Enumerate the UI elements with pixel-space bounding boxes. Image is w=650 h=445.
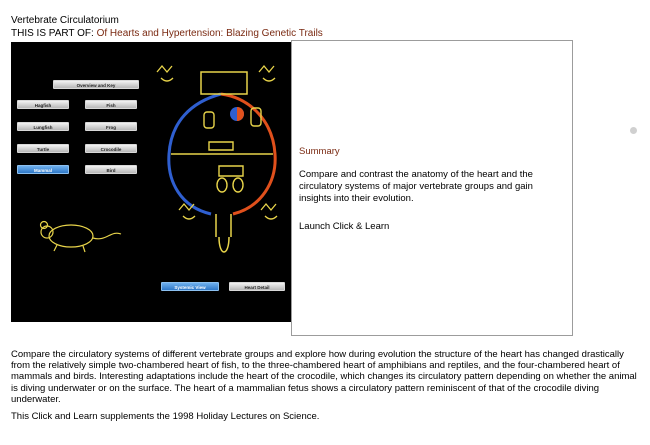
interactive-thumbnail[interactable] [11, 42, 291, 322]
frog-button[interactable]: Frog [85, 122, 137, 131]
part-of-link[interactable]: Of Hearts and Hypertension: Blazing Genetic Trails [96, 28, 323, 39]
part-of-label: THIS IS PART OF: [11, 28, 94, 39]
crocodile-button[interactable]: Crocodile [85, 144, 137, 153]
scroll-indicator [630, 127, 637, 134]
description-text: Compare the circulatory systems of different vertebrate groups and explore how during evolution the structure of the heart has changed drastically from the relatively simple two-chambered heart of fish, to the three-chambered heart of amphibians and reptiles, and the four-chambered heart of mammals and birds. Interesting adaptations include the heart of the crocodile, which changes its circulatory pattern depending on whether the animal is diving underwater or on the surface. The heart of a mammalian fetus shows a circulatory pattern reminiscent of that of the crocodile diving underwater. [11, 349, 637, 405]
summary-text: Compare and contrast the anatomy of the heart and the circulatory systems of major vertebrate groups and gain insights into their evolution. [299, 169, 533, 204]
heart-icon [230, 107, 244, 121]
summary-title: Summary [299, 146, 340, 157]
organ-icons [204, 108, 261, 192]
heart-detail-button[interactable]: Heart Detail [229, 282, 285, 291]
hagfish-button[interactable]: Hagfish [17, 100, 69, 109]
fish-button[interactable]: Fish [85, 100, 137, 109]
part-of-line [11, 28, 323, 40]
mammal-button[interactable]: Mammal [17, 165, 69, 174]
systemic-view-button[interactable]: Systemic View [161, 282, 219, 291]
lungfish-button[interactable]: Lungfish [17, 122, 69, 131]
turtle-button[interactable]: Turtle [17, 144, 69, 153]
paw-icons [157, 66, 277, 219]
circulation-loop [169, 72, 275, 252]
launch-link[interactable]: Launch Click & Learn [299, 221, 390, 232]
overview-button[interactable]: Overview and Key [53, 80, 139, 89]
bird-button[interactable]: Bird [85, 165, 137, 174]
supplement-text: This Click and Learn supplements the 1998 Holiday Lectures on Science. [11, 411, 320, 422]
summary-panel [291, 40, 573, 336]
page-title: Vertebrate Circulatorium [11, 15, 119, 26]
mouse-icon [41, 222, 122, 253]
